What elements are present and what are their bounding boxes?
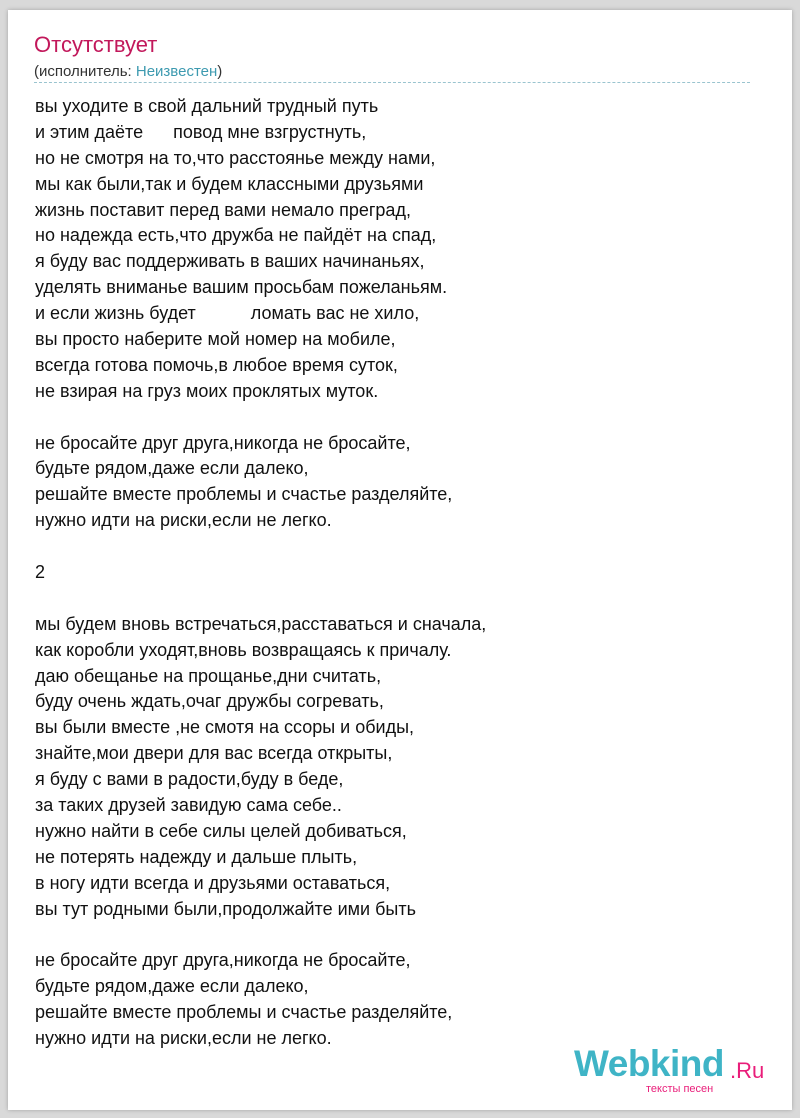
- lyric-line: будьте рядом,даже если далеко,: [35, 458, 309, 479]
- lyric-line: за таких друзей завидую сама себе..: [35, 795, 342, 816]
- logo-suffix-text: .Ru: [730, 1058, 765, 1083]
- lyric-line: даю обещанье на прощанье,дни считать,: [35, 665, 382, 686]
- song-title: Отсутствует: [34, 32, 158, 57]
- lyric-line: буду очень ждать,очаг дружбы согревать,: [35, 691, 384, 712]
- lyric-line: и этим даёте повод мне взгрустнуть,: [35, 121, 367, 142]
- lyric-line: 2: [35, 562, 46, 583]
- lyric-line: я буду вас поддерживать в ваших начинаньях,: [35, 251, 425, 272]
- lyric-line: и если жизнь будет ломать вас не хило,: [35, 303, 420, 324]
- lyric-blank-line: [35, 923, 755, 949]
- lyric-line: всегда готова помочь,в любое время суток,: [35, 354, 398, 375]
- lyric-line: вы уходите в свой дальний трудный путь: [35, 96, 379, 116]
- lyric-line: как коробли уходят,вновь возвращаясь к причалу.: [35, 639, 452, 660]
- lyric-line: жизнь поставит перед вами немало преград,: [35, 199, 411, 220]
- lyric-line: не бросайте друг друга,никогда не бросайте,: [35, 950, 411, 971]
- lyric-line: вы просто наберите мой номер на мобиле,: [35, 329, 396, 350]
- lyric-line: нужно найти в себе силы целей добиваться,: [35, 820, 407, 841]
- artist-prefix: (исполнитель:: [34, 63, 136, 80]
- lyric-line: нужно идти на риски,если не легко.: [35, 1028, 332, 1049]
- lyric-line: не бросайте друг друга,никогда не бросайте,: [35, 432, 411, 453]
- lyric-blank-line: [35, 534, 755, 560]
- lyric-line: вы были вместе ,не смотя на ссоры и обиды,: [35, 717, 415, 738]
- lyric-line: мы будем вновь встречаться,расставаться и сначала,: [35, 613, 487, 634]
- lyric-blank-line: [35, 405, 755, 431]
- lyric-line: уделять вниманье вашим просьбам пожеланьям.: [35, 277, 448, 298]
- lyric-line: мы как были,так и будем классными друзьями: [35, 173, 424, 194]
- artist-suffix: ): [217, 63, 223, 80]
- artist-line: [34, 62, 222, 82]
- lyric-line: не взирая на груз моих проклятых муток.: [35, 380, 379, 401]
- lyric-line: будьте рядом,даже если далеко,: [35, 976, 309, 997]
- lyric-line: нужно идти на риски,если не легко.: [35, 510, 332, 531]
- logo-main-text: Webkind: [574, 1043, 724, 1084]
- header-divider: [34, 82, 750, 83]
- lyric-line: не потерять надежду и дальше плыть,: [35, 846, 358, 867]
- lyrics-text: [35, 94, 755, 1052]
- artist-link[interactable]: Неизвестен: [135, 63, 218, 80]
- lyric-line: вы тут родными были,продолжайте ими быть: [35, 898, 416, 919]
- lyric-line: но не смотря на то,что расстоянье между нами,: [35, 147, 436, 168]
- lyric-line: знайте,мои двери для вас всегда открыты,: [35, 743, 393, 764]
- logo-tagline: тексты песен: [646, 1083, 714, 1095]
- lyric-line: я буду с вами в радости,буду в беде,: [35, 769, 344, 790]
- lyric-line: решайте вместе проблемы и счастье разделяйте,: [35, 1002, 453, 1023]
- lyric-line: в ногу идти всегда и друзьями оставаться,: [35, 872, 391, 893]
- lyric-line: решайте вместе проблемы и счастье разделяйте,: [35, 484, 453, 505]
- lyric-blank-line: [35, 586, 755, 612]
- webkind-logo[interactable]: [574, 1042, 774, 1102]
- lyric-line: но надежда есть,что дружба не пайдёт на спад,: [35, 225, 437, 246]
